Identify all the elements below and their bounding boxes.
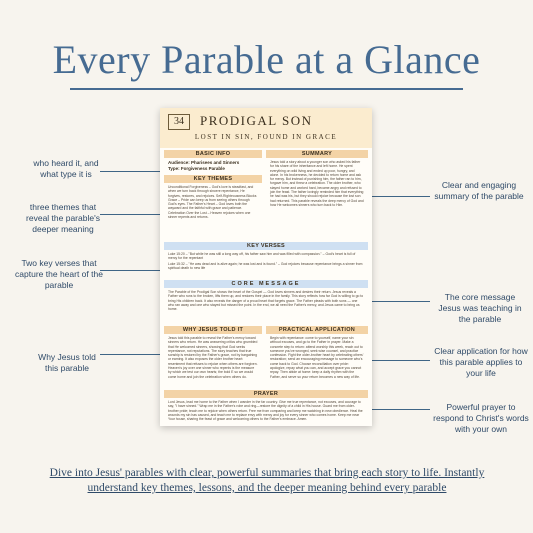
basic-info-header: BASIC INFO <box>164 150 262 158</box>
parable-number: 34 <box>168 114 190 130</box>
summary-text: Jesus told a story about a younger son who asked his father for his share of the inheritance and left home. He spent everything on wild living and ended up poor, hungry, and alone. In his brokenness, he decided to return home and ask for mercy. But instead of punishing him, the father ran to him, forgave him, and threw a celebration. The older brother, who stayed home and worked hard, became angry and refused to join the feast. The father lovingly reminded him that everything he had was his, but they should rejoice because the lost son had returned. This parable reveals the deep mercy of God and how He welcomes sinners who turn back to Him. <box>270 160 364 207</box>
annotation-right-4: Powerful prayer to respond to Christ's words with your own <box>433 402 529 434</box>
key-verses-header: KEY VERSES <box>164 242 368 250</box>
title-underline <box>70 88 463 90</box>
parable-title: PRODIGAL SON <box>200 113 313 128</box>
prayer-text: Lord Jesus, lead me home to the Father when I wander in the far country. Give me true repentance, not excuses, and courage to say, "I have sinned." Wrap me in the Father's robe and ring—restore the dignity of a child in His house. Guard me from older-brother pride; teach me to rejoice when others return. Free me from comparing and keep me watching in new obedience. Heal the wounds my sin has caused, and teach me to replace envy with mercy and joy for every sinner who comes home. Keep me near Your house, sharing the feast of grace and welcoming others to the Father's embrace. Amen. <box>168 400 363 422</box>
key-verse-2: Luke 15:32 – "He was dead and is alive again; he was lost and is found." – God rejoices because repentance brings a sinner from spiritual death to new life <box>168 261 363 270</box>
sheet-header <box>160 108 372 148</box>
annotation-left-1: who heard it, and what type it is <box>33 158 99 179</box>
annotation-right-2: The core message Jesus was teaching in the parable <box>438 292 522 324</box>
annotation-right-1: Clear and engaging summary of the parable <box>434 180 524 201</box>
summary-header: SUMMARY <box>266 150 368 158</box>
why-told-text: Jesus told this parable to reveal the Father's mercy toward sinners who return. He was answering critics who grumbled that He welcomed sinners, showing that God seeks repentance, not reputations. The story teaches that true sonship is restored by the Father's grace, not by bargaining or earning. It also exposes the older brother heart: resentment that refuses to rejoice when others are forgiven. Heaven's joy over one sinner who repents is the measure by which we test our own hearts; the bold E so we would come home and join the celebration when others do. <box>168 336 258 379</box>
why-told-header: WHY JESUS TOLD IT <box>164 326 262 334</box>
core-message-header: CORE MESSAGE <box>164 280 368 288</box>
prayer-header: PRAYER <box>164 390 368 398</box>
annotation-left-2: three themes that reveal the parable's deeper meaning <box>26 202 100 234</box>
key-themes-header: KEY THEMES <box>164 175 262 183</box>
annotation-left-4: Why Jesus told this parable <box>38 352 96 373</box>
key-themes-text: Unconditional Forgiveness – God's love is steadfast, and when we turn back through sincere repentance, He forgives, restores, and rejoices. Self-Righteousness Blocks Grace – Pride can keep us from seeing others through God's eyes. The Father's Heart – God loves both the wayward and the faithful with grace and patience. Celebration Over the Lost – Heaven rejoices when one sinner repents and returns. <box>168 185 257 220</box>
application-text: Begin with repentance: come to yourself, name your sin without excuses, and go to the Father in prayer. Make a concrete step to return: attend worship this week, reach out to someone you've wronged, seek wise counsel, and practice confession. Fight the older-brother heart by celebrating others' restoration; send an encouraging message to someone who's come back to God. Choose reconciliation over pride: apologize, repay what you can, and accept grace you cannot repay. Then abide at home: keep a daily rhythm with the Father, and serve so your return becomes a new way of life. <box>270 336 364 379</box>
type-label: Type: Forgiveness Parable <box>168 166 225 171</box>
annotation-right-3: Clear application for how this parable applies to your life <box>434 346 528 378</box>
key-verse-1: Luke 15:20 – "But while he was still a long way off, his father saw him and was filled with compassion." – God's heart is full of mercy for the repentant <box>168 252 356 261</box>
parable-subtitle: LOST IN SIN, FOUND IN GRACE <box>194 133 338 141</box>
parable-sheet <box>160 108 372 426</box>
footer-caption: Dive into Jesus' parables with clear, powerful summaries that bring each story to life. Instantly understand key themes, lessons, and the deeper meaning behind every parable <box>49 467 485 494</box>
annotation-left-3: Two key verses that capture the heart of the parable <box>15 258 103 290</box>
audience-label: Audience: Pharisees and Sinners <box>168 160 240 165</box>
application-header: PRACTICAL APPLICATION <box>266 326 368 334</box>
page-title: Every Parable at a Glance <box>52 37 481 82</box>
core-message-text: The Parable of the Prodigal Son shows the heart of the Gospel — God loves sinners and desires their return. Jesus reveals a Father who runs to the broken, lifts them up, and restores their place in the family. This story reflects how far God is willing to go to bring His children back. It also reveals the danger of a proud heart that forgets grace. The Father pleads with both sons — one who ran away and one who stayed but missed the point. In the end, we all need the Father's mercy, and Jesus came to bring us home. <box>168 290 364 312</box>
